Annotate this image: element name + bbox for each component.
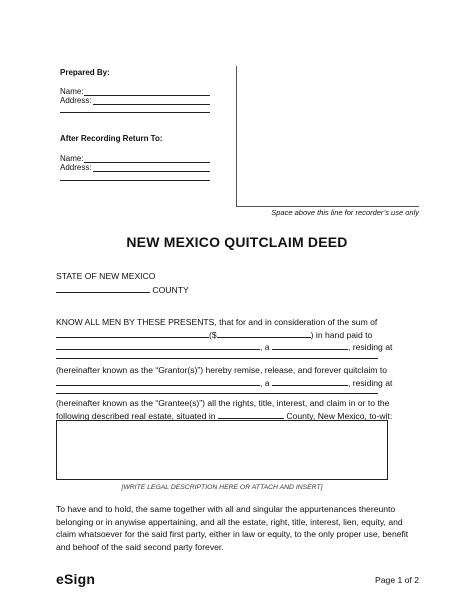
return-to-address-line-2[interactable]	[60, 180, 210, 181]
legal-description-box[interactable]	[56, 420, 388, 480]
grantor-address-line[interactable]	[56, 358, 378, 359]
habendum-line-1: To have and to hold, the same together with all and singular the appurtenances thereunto	[56, 504, 396, 514]
para2-line2	[56, 376, 392, 390]
return-to-name-label: Name:	[60, 154, 84, 163]
page-number: Page 1 of 2	[375, 575, 419, 585]
return-to-heading: After Recording Return To:	[60, 134, 163, 143]
grantor-residing: , residing at	[347, 342, 393, 352]
return-to-address-label: Address:	[60, 163, 92, 172]
prepared-by-heading: Prepared By:	[60, 68, 110, 77]
return-to-address-line[interactable]	[93, 171, 210, 172]
grantor-name-blank[interactable]	[56, 340, 260, 350]
grantee-type-blank[interactable]	[272, 376, 348, 386]
para3-line2-end: County, New Mexico, to-wit:	[286, 411, 393, 421]
amount-blank[interactable]	[217, 328, 311, 338]
grantee-a: , a	[260, 378, 270, 388]
habendum-line-2: belonging or in anywise appertaining, and all the estate, right, title, interest, lien, equity, and	[56, 516, 403, 527]
recorder-divider	[236, 66, 237, 206]
state-line: STATE OF NEW MEXICO	[56, 271, 156, 281]
prepared-by-address-row	[60, 96, 92, 106]
recorder-line	[236, 206, 419, 207]
return-to-address-row	[60, 163, 92, 173]
para1-line3	[56, 340, 392, 354]
para3-line1: (hereinafter known as the “Grantee(s)”) all the rights, title, interest, and claim in or to the	[56, 398, 390, 408]
grantee-residing: , residing at	[347, 378, 393, 388]
para1-line1: KNOW ALL MEN BY THESE PRESENTS, that for and in consideration of the sum of	[56, 317, 378, 327]
habendum-paragraph	[56, 503, 409, 553]
page-title: NEW MEXICO QUITCLAIM DEED	[126, 234, 348, 250]
para3-line2-start: following described real estate, situated in	[56, 411, 216, 421]
prepared-by-name-label: Name:	[60, 87, 84, 96]
amount-open: ($	[209, 330, 217, 340]
county-name-blank[interactable]	[218, 409, 284, 419]
habendum-line-3: claim whatsoever for the said first party, either in law or equity, to the only proper use, benefit	[56, 529, 409, 539]
county-label: COUNTY	[152, 285, 189, 295]
habendum-line-4: and behoof of the said second party forever.	[56, 541, 224, 552]
prepared-by-name-line[interactable]	[84, 95, 210, 96]
grantor-a: , a	[260, 342, 270, 352]
prepared-by-address-line[interactable]	[93, 104, 210, 105]
return-to-name-line[interactable]	[84, 162, 210, 163]
recorder-note: Space above this line for recorder’s use only	[271, 208, 419, 217]
county-blank[interactable]	[56, 283, 150, 293]
county-row	[56, 283, 189, 297]
grantor-type-blank[interactable]	[272, 340, 348, 350]
grantee-address-line[interactable]	[56, 393, 378, 394]
para2-line1: (hereinafter known as the “Grantor(s)”) hereby remise, release, and forever quitclaim to	[56, 365, 387, 375]
legal-description-caption: [WRITE LEGAL DESCRIPTION HERE OR ATTACH AND INSERT]	[121, 484, 323, 491]
prepared-by-address-line-2[interactable]	[60, 112, 210, 113]
consideration-words-blank[interactable]	[56, 328, 209, 338]
amount-close: ) in hand paid to	[310, 330, 373, 340]
esign-logo: eSign	[56, 571, 96, 587]
prepared-by-address-label: Address:	[60, 96, 92, 105]
grantee-name-blank[interactable]	[56, 376, 260, 386]
